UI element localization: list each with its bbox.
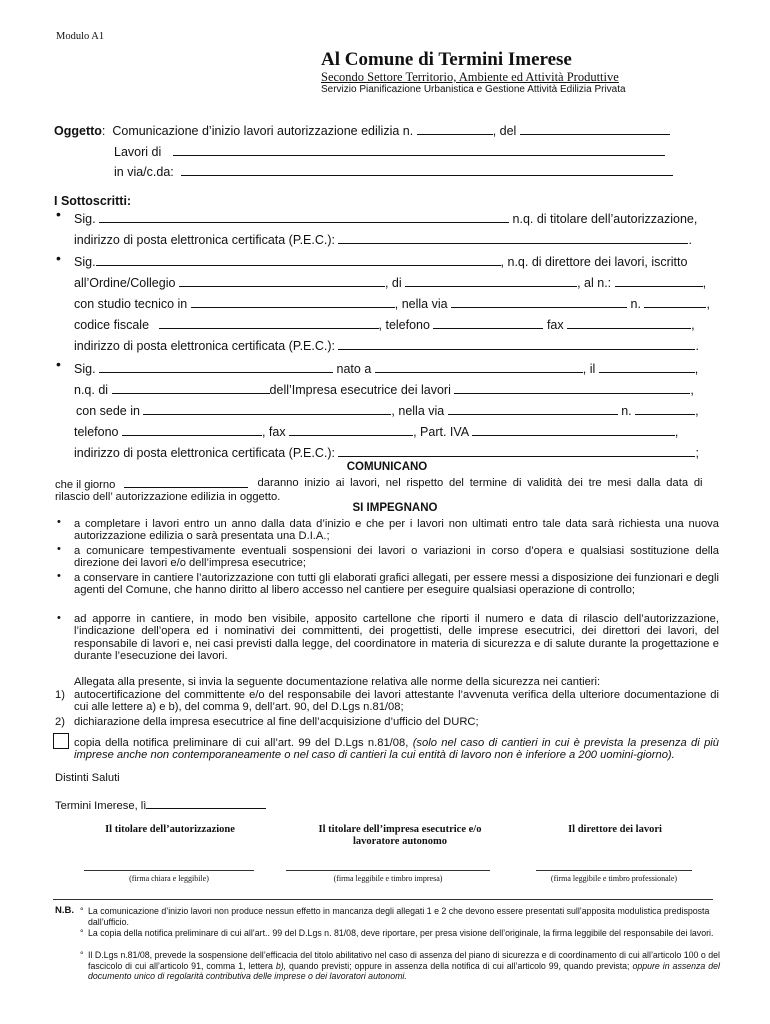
titolare-pec-row: indirizzo di posta elettronica certificata (P.E.C.): . (74, 233, 692, 247)
start-date-field[interactable] (124, 477, 248, 488)
allegato-item: autocertificazione del committente e/o del responsabile dei lavori attestante l’avvenuta verifica della ulteriore documentazione di cui alle lettere a) e b), del comma 9, dell’art. 90, del D.Lgs n.81/08; (74, 689, 719, 714)
il-label: , il (582, 362, 596, 376)
piva-field[interactable] (472, 423, 675, 436)
note-marker: ° (80, 928, 84, 938)
nella-via-label: , nella via (391, 404, 445, 418)
permit-date-field[interactable] (520, 122, 670, 135)
al-n-label: , al n.: (577, 276, 612, 290)
impegnano-heading: SI IMPEGNANO (352, 502, 438, 514)
impresa-pec-row: indirizzo di posta elettronica certificata (P.E.C.): ; (74, 446, 699, 460)
comunicano-text: rilascio dell’ autorizzazione edilizia in oggetto. (55, 491, 281, 504)
studio-number-field[interactable] (644, 295, 706, 308)
note-marker: ° (80, 950, 84, 960)
telefono-label: , telefono (378, 318, 430, 332)
page-title: Al Comune di Termini Imerese (321, 49, 572, 70)
signature-caption: (firma chiara e leggibile) (129, 874, 209, 883)
impresa-label: dell’Impresa esecutrice dei lavori (269, 383, 451, 397)
bullet: • (56, 206, 61, 222)
form-id: Modulo A1 (56, 31, 105, 42)
sede-street-field[interactable] (448, 402, 618, 415)
studio-street-field[interactable] (451, 295, 627, 308)
signature-line[interactable] (286, 870, 490, 871)
birthplace-field[interactable] (375, 360, 583, 373)
oggetto-label: Oggetto (54, 124, 102, 138)
bullet: • (56, 356, 61, 372)
notifica-text: copia della notifica preliminare di cui all’art. 99 del D.Lgs n.81/08, (74, 737, 409, 749)
impresa-telefono-field[interactable] (122, 423, 262, 436)
telefono-row: telefono , fax , Part. IVA , (74, 425, 679, 439)
direttore-row (74, 253, 687, 269)
bullet: • (56, 250, 61, 266)
ordine-number-field[interactable] (615, 274, 703, 287)
note-marker: ° (80, 906, 84, 916)
sede-row: con sede in , nella via n. , (76, 404, 699, 418)
n-label: n. (621, 404, 632, 418)
signature-title: Il direttore dei lavori (568, 824, 662, 835)
via-field[interactable] (181, 163, 673, 176)
lavori-label: Lavori di (114, 145, 162, 159)
impresa-row: Sig. nato a , il , (74, 362, 699, 376)
nq-label: n.q. di (74, 383, 109, 397)
allegato-item (74, 737, 719, 762)
cf-row: codice fiscale , telefono fax , (74, 318, 695, 332)
bullet: • (57, 612, 61, 624)
signature-title: Il titolare dell’impresa esecutrice e/o lavoratore autonomo (318, 824, 482, 847)
nato-label: nato a (336, 362, 372, 376)
notifica-note: (solo nel caso di cantieri in cui è prevista la presenza di più imprese anche non contemporaneamente o nel caso di cantieri la cui entità di lavoro non è inferiore a 200 uomini-giorno). (74, 737, 720, 762)
place-date-row (55, 798, 266, 812)
comunicano-text: daranno inizio ai lavori, nel rispetto del termine di validità dei tre mesi dalla data di (257, 477, 703, 489)
bullet: • (57, 543, 61, 555)
titolare-name-field[interactable] (99, 210, 509, 223)
signature-caption: (firma leggibile e timbro professionale) (550, 874, 678, 883)
sede-city-field[interactable] (143, 402, 391, 415)
service-name: Servizio Pianificazione Urbanistica e Gestione Attività Edilizia Privata (321, 84, 626, 95)
direttore-pec-row: indirizzo di posta elettronica certificata (P.E.C.): . (74, 339, 699, 353)
fax-label: , fax (261, 425, 286, 439)
impresa-field[interactable] (454, 381, 690, 394)
impegno-item: a comunicare tempestivamente eventuali sospensioni dei lavori o variazioni in corso d’opera e qualsiasi sostituzione della direzione dei lavori e/o dell’impresa esecutrice; (74, 545, 719, 570)
studio-row: con studio tecnico in , nella via n. , (74, 297, 710, 311)
birthdate-field[interactable] (599, 360, 695, 373)
impresa-pec-field[interactable] (338, 444, 695, 457)
ordine-field[interactable] (179, 274, 385, 287)
lavori-row (114, 143, 665, 159)
comunicano-paragraph (55, 477, 718, 504)
direttore-pec-field[interactable] (338, 337, 695, 350)
bullet: • (57, 570, 61, 582)
note-item: Il D.Lgs n.81/08, prevede la sospensione dell’efficacia del titolo abilitativo nel caso di assenza del piano di sicurezza e di coordinamento di cui all’articolo 100 o del fascicolo di cui all’articolo 91, comma 1, lettera b), quando previsti; oppure in assenza della notifica di cui all’articolo 99, quando prevista; oppure in assenza del documento unico di regolarità contributiva delle imprese o dei lavoratori autonomi. (88, 950, 720, 982)
bullet: • (57, 516, 61, 528)
signature-line[interactable] (84, 870, 254, 871)
lavori-field[interactable] (173, 143, 665, 156)
note-item: La comunicazione d’inizio lavori non produce nessun effetto in mancanza degli allegati 1 e 2 che devono essere presentati sull’apposita modulistica predisposta dall’ufficio. (88, 906, 710, 927)
note-item: La copia della notifica preliminare di cui all’art.. 99 del D.Lgs n. 81/08, deve riportare, per presa visione dell’originale, la firma leggibile del responsabile dei lavori. (88, 928, 714, 938)
studio-city-field[interactable] (191, 295, 395, 308)
nella-via-label: , nella via (394, 297, 448, 311)
oggetto-del: , del (492, 124, 517, 138)
titolare-pec-field[interactable] (338, 231, 688, 244)
place-label: Termini Imerese, lì (55, 800, 147, 812)
signature-line[interactable] (536, 870, 692, 871)
item-number: 1) (55, 689, 65, 701)
pec-label: indirizzo di posta elettronica certificata (P.E.C.): (74, 446, 335, 460)
fax-field[interactable] (567, 316, 691, 329)
direttore-name-field[interactable] (96, 253, 501, 266)
n-label: n. (630, 297, 641, 311)
cf-label: codice fiscale (74, 318, 150, 332)
impresa-name-field[interactable] (99, 360, 333, 373)
sottoscritti-heading: I Sottoscritti: (54, 194, 132, 208)
cf-field[interactable] (159, 316, 379, 329)
signature-title: Il titolare dell’autorizzazione (105, 824, 235, 835)
via-label: in via/c.da: (114, 165, 174, 179)
titolare-label: n.q. di titolare dell’autorizzazione, (512, 212, 698, 226)
telefono-field[interactable] (433, 316, 543, 329)
notifica-checkbox[interactable] (53, 733, 69, 749)
di-label: , di (384, 276, 402, 290)
ordine-city-field[interactable] (405, 274, 577, 287)
fax-label: fax (546, 318, 564, 332)
impegno-item: ad apporre in cantiere, in modo ben visibile, apposito cartellone che riporti il numero e data di rilascio dell’autorizzazione, l’indicazione dell’opera ed i nominativi dei committenti, dei progettisti, delle imprese esecutrici, dei direttori dei lavori, del responsabile di lavori e, nei casi previsti dalla legge, del coordinatore in materia di sicurezza e di salute durante la progettazione e durante l’esecuzione dei lavori. (74, 613, 719, 662)
impresa-fax-field[interactable] (289, 423, 413, 436)
via-row (114, 163, 673, 179)
impegno-item: a completare i lavori entro un anno dalla data d’inizio e che per i lavori non ultimati entro tale data sarà richiesta una nuova autorizzazione edilizia o sarà presentata una D.I.A.; (74, 518, 719, 543)
studio-label: con studio tecnico in (74, 297, 188, 311)
nb-label: N.B. (55, 905, 74, 916)
divider (53, 899, 713, 900)
piva-label: , Part. IVA (413, 425, 469, 439)
signature-date-field[interactable] (146, 798, 266, 809)
sig-label: Sig. (74, 212, 96, 226)
ordine-label: all’Ordine/Collegio (74, 276, 176, 290)
direttore-label: , n.q. di direttore dei lavori, iscritto (500, 255, 688, 269)
signature-caption: (firma leggibile e timbro impresa) (333, 874, 443, 883)
impegno-item: a conservare in cantiere l’autorizzazione con tutti gli elaborati grafici allegati, per essere messi a disposizione dei funzionari e degli agenti del Comune, che hanno diritto al libero accesso nel cantiere per eseguire qualsiasi operazione di controllo; (74, 572, 719, 597)
comunicano-heading: COMUNICANO (346, 461, 428, 473)
nq-row: n.q. di dell’Impresa esecutrice dei lavori , (74, 383, 694, 397)
sig-label: Sig. (74, 362, 96, 376)
oggetto-row: Oggetto: Comunicazione d’inizio lavori autorizzazione edilizia n. , del (54, 122, 670, 138)
item-number: 2) (55, 716, 65, 728)
pec-label: indirizzo di posta elettronica certificata (P.E.C.): (74, 233, 335, 247)
oggetto-text: Comunicazione d’inizio lavori autorizzazione edilizia n. (112, 124, 414, 138)
subtitle: Secondo Settore Territorio, Ambiente ed Attività Produttive (321, 70, 619, 84)
comunicano-text: che il giorno (55, 479, 116, 491)
pec-label: indirizzo di posta elettronica certificata (P.E.C.): (74, 339, 335, 353)
sede-label: con sede in (76, 404, 140, 418)
allegato-item: dichiarazione della impresa esecutrice al fine dell’acquisizione d’ufficio del DURC; (74, 716, 479, 728)
closing-saluti: Distinti Saluti (55, 772, 120, 784)
allegata-intro: Allegata alla presente, si invia la seguente documentazione relativa alle norme della sicurezza nei cantieri: (74, 676, 601, 688)
ordine-row: all’Ordine/Collegio , di , al n.: , (74, 276, 707, 290)
titolare-row (74, 210, 697, 226)
permit-number-field[interactable] (417, 122, 493, 135)
telefono-label: telefono (74, 425, 119, 439)
sig-label: Sig. (74, 255, 96, 269)
sede-number-field[interactable] (635, 402, 695, 415)
nq-field[interactable] (112, 381, 270, 394)
